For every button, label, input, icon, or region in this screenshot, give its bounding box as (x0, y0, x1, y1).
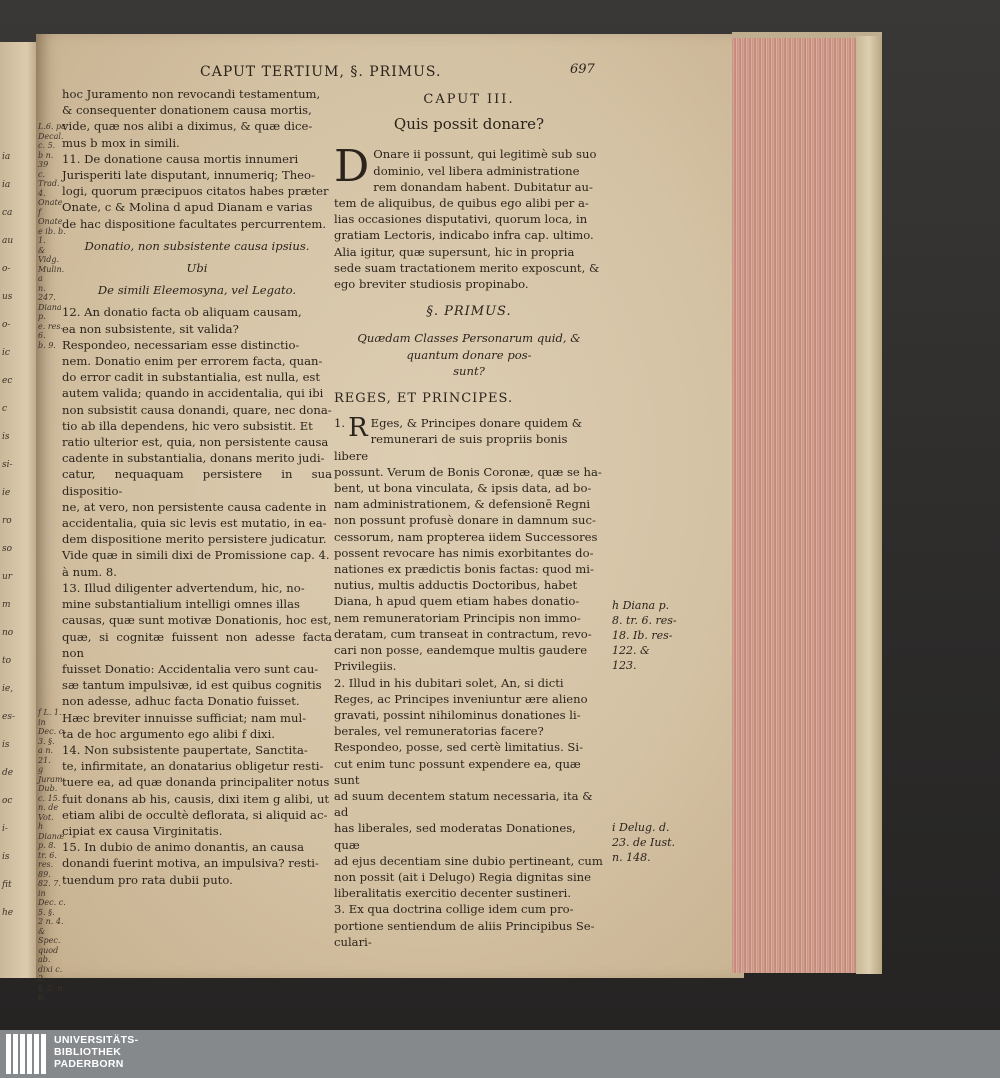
subtitle-line: quantum donare pos- (406, 347, 532, 362)
margin-note: 2 n. 4. & (38, 917, 64, 936)
text-line: cessorum, nam propterea iidem Successores (334, 529, 598, 544)
text-line: 12. An donatio facta ob aliquam causam, (62, 305, 302, 320)
margin-note-line: 23. de Iust. (612, 836, 676, 849)
chapter-heading: CAPUT III. (423, 92, 515, 107)
text-line: remunerari de suis propriis bonis libere (334, 432, 568, 463)
facing-page-fragment: m (2, 600, 11, 610)
facing-page-fragment: ia (2, 152, 11, 162)
facing-page-fragment: ec (2, 376, 13, 386)
text-line: 11. De donatione causa mortis innumeri (62, 151, 299, 166)
facing-page-edge (0, 42, 38, 978)
facing-page-fragment: o- (2, 320, 11, 330)
facing-page-fragment: c (2, 404, 8, 414)
text-line: Reges, ac Principes inveniuntur ære alieno (334, 691, 588, 706)
margin-note: ab. dixi c. 2. (38, 955, 63, 983)
text-line: culari- (334, 934, 372, 949)
text-line: Respondeo, posse, sed certè limitatius. Si- (334, 740, 584, 755)
text-line: Jurisperiti late disputant, innumeriq; Theo- (62, 168, 315, 183)
text-line: ne, at vero, non persistente causa cadente in (62, 499, 327, 514)
text-line: gratiam Lectoris, indicabo infra cap. ultimo. (334, 228, 594, 243)
text-line: fuit donans ab his, causis, dixi item g alibi, ut (62, 791, 330, 806)
margin-note: p. 8. tr. 6. (38, 841, 57, 860)
text-line: gravati, possint nihilominus donationes li- (334, 707, 581, 722)
text-line: nam administrationem, & defensionē Regni (334, 497, 591, 512)
text-line: à num. 8. (62, 564, 117, 579)
text-line: possunt. Verum de Bonis Coronæ, quæ se ha- (334, 464, 602, 479)
text-line: vide, quæ nos alibi a diximus, & quæ dice- (62, 119, 313, 134)
centered-heading: Donatio, non subsistente causa ipsius. (84, 238, 310, 253)
drop-cap-r: R (348, 413, 368, 444)
margin-note-line: i Delug. d. (612, 821, 670, 834)
text-line: liberalitatis exercitio decenter sustineri. (334, 886, 572, 901)
intro-paragraph (334, 141, 604, 292)
text-line: etiam alibi de occultè deflorata, si aliquid ac- (62, 807, 328, 822)
margin-note: §. 2. n. 6. (38, 983, 65, 1002)
margin-note-line: 8. tr. 6. res- (612, 614, 677, 627)
facing-page-fragment: fit (2, 880, 12, 890)
text-line: tem de aliquibus, de quibus ego alibi per a- (334, 196, 589, 211)
text-line: non possunt profusè donare in damnum suc- (334, 513, 596, 528)
facing-page-fragment: so (2, 544, 13, 554)
text-line: Respondeo, necessariam esse distinctio- (62, 337, 300, 352)
text-line: & consequenter donationem causa mortis, (62, 103, 312, 118)
facing-page-fragment: au (2, 236, 14, 246)
margin-note: b. 9. (38, 340, 56, 350)
text-line: causas, quæ sunt motivæ Donationis, hoc est, (62, 613, 332, 628)
gilded-edge (732, 38, 860, 973)
logo-line: UNIVERSITÄTS- (54, 1034, 139, 1046)
margin-note: & Vidg. (38, 245, 59, 264)
margin-note: b n. 39 (38, 150, 54, 169)
page-number: 697 (570, 62, 595, 77)
margin-note: Spec. quod (38, 936, 61, 955)
text-line: bent, ut bona vinculata, & ipsis data, ad bo- (334, 481, 592, 496)
text-line: mine substantialium intelligi omnes illas (62, 597, 300, 612)
margin-note: L.6. pa (38, 122, 66, 131)
facing-page-fragment: is (2, 432, 10, 442)
text-line: ad suum decentem statum necessaria, ita & ad (334, 788, 593, 820)
paragraph-1-number: 1. (334, 416, 346, 431)
text-line: de hac dispositione facultates percurrentem. (62, 216, 327, 231)
section-heading: §. PRIMUS. (426, 304, 512, 320)
margin-note-line: 122. & (612, 644, 650, 657)
text-line: non subsistit causa donandi, quare, nec dona- (62, 402, 332, 417)
text-line: 3. Ex qua doctrina collige idem cum pro- (334, 902, 574, 917)
library-logo-text (54, 1034, 138, 1070)
text-line: dem dispositione merito persistere judicatur. (62, 532, 327, 547)
margin-note: c. Trad. 4. (38, 169, 60, 198)
text-line: autem valida; quando in accidentalia, qui ibi (62, 386, 324, 401)
text-line: cadente in substantialia, donans merito judi- (62, 451, 325, 466)
facing-page-fragment: ia (2, 180, 11, 190)
margin-note: f Onate (38, 207, 63, 226)
library-footer (0, 1030, 1000, 1078)
margin-note: Onate (38, 198, 63, 207)
running-title: CAPUT TERTIUM, §. PRIMUS. (200, 64, 442, 80)
subtitle-line: sunt? (453, 363, 485, 378)
text-line: hoc Juramento non revocandi testamentum, (62, 87, 321, 101)
text-line: te, infirmitate, an donatarius obligetur resti- (62, 759, 324, 774)
text-line: Alia igitur, quæ supersunt, hic in propria (334, 244, 575, 259)
margin-note: h Dianæ (38, 822, 65, 841)
right-column (334, 92, 604, 950)
text-line: mus b mox in simili. (62, 135, 180, 150)
margin-note-line: 18. Ib. res- (612, 629, 673, 642)
facing-page-fragment: ro (2, 516, 12, 526)
facing-page-fragment: i- (2, 824, 8, 834)
margin-note-line: h Diana p. (612, 599, 670, 612)
margin-note: n. de Vot. (38, 803, 59, 822)
page-block-edge (732, 32, 882, 974)
text-line: ta de hoc argumento ego alibi f dixi. (62, 726, 275, 741)
facing-page-fragment: ur (2, 572, 13, 582)
text-line: logi, quorum præcipuos citatos habes præter (62, 184, 329, 199)
library-logo-icon (6, 1032, 50, 1076)
facing-page-fragment: oc (2, 796, 13, 806)
text-line: portione sentiendum de aliis Principibus Se- (334, 918, 595, 933)
section-title: REGES, ET PRINCIPES. (334, 391, 514, 407)
margin-note: Decal. c. 5. (38, 131, 64, 150)
text-line: Hæc breviter innuisse sufficiat; nam mul- (62, 710, 307, 725)
text-line: 13. Illud diligenter advertendum, hic, no- (62, 580, 305, 595)
paragraph-2 (334, 675, 604, 950)
text-line: nationes ex prædictis bonis factas: quod mi- (334, 562, 594, 577)
facing-page-fragment: ca (2, 208, 13, 218)
facing-page-fragment: ie, (2, 684, 14, 694)
subtitle-line: Quædam Classes Personarum quid, & (357, 331, 581, 346)
margin-note: n. 247. (38, 283, 56, 302)
text-line: nem. Donatio enim per errorem facta, quan- (62, 354, 323, 369)
text-line: tio ab illa dependens, hic vero subsistit. Et (62, 418, 313, 433)
facing-page-fragment: no (2, 628, 14, 638)
centered-heading: Ubi (186, 261, 208, 276)
text-line: nem remuneratoriam Principis non immo- (334, 610, 581, 625)
margin-note: Dub. c. 15. (38, 784, 61, 803)
margin-note: e. res. 6. (38, 321, 64, 340)
text-line: ea non subsistente, sit valida? (62, 321, 239, 336)
margin-note: Dec. c. 5. §. (38, 898, 66, 917)
margin-note: g Juram. (38, 765, 66, 784)
drop-cap-d: D (334, 141, 370, 193)
margin-note: e ib. b. 1. (38, 226, 66, 245)
margin-note: 82. 7. in (38, 879, 61, 898)
text-line: tuendum pro rata dubii puto. (62, 872, 233, 887)
text-line: catur, nequaquam persistere in sua dispositio- (62, 467, 332, 498)
section-subtitle (334, 330, 604, 379)
facing-page-fragment: is (2, 740, 10, 750)
facing-page-fragment: is (2, 852, 10, 862)
text-line: possent revocare has nimis exorbitantes do- (334, 545, 594, 560)
facing-page-fragment: ic (2, 348, 10, 358)
text-line: cari non posse, eandemque multis gaudere (334, 643, 588, 658)
text-line: sæ tantum impulsivæ, id est quibus cognitis (62, 678, 322, 693)
facing-page-fragment: he (2, 908, 14, 918)
logo-line: PADERBORN (54, 1058, 124, 1070)
text-line: Vide quæ in simili dixi de Promissione cap. 4. (62, 548, 330, 563)
text-line: ego breviter studiosis propinabo. (334, 277, 529, 292)
margin-note-line: n. 148. (612, 851, 651, 864)
margin-note: a n. 21. (38, 746, 54, 765)
text-line: sede suam tractationem merito exposcunt, & (334, 260, 600, 275)
facing-page-fragment: us (2, 292, 13, 302)
logo-line: BIBLIOTHEK (54, 1046, 122, 1058)
text-line: Eges, & Principes donare quidem & (370, 416, 583, 431)
facing-page-fragment: es- (2, 712, 15, 722)
text-line: tuere ea, ad quæ donanda principaliter notus (62, 775, 330, 790)
chapter-title: Quis possit donare? (393, 115, 545, 134)
margin-note: res. 89. (38, 860, 54, 879)
text-line: cipiat ex causa Virginitatis. (62, 823, 223, 838)
text-line: non adesse, adhuc facta Donatio fuisset. (62, 694, 300, 709)
margin-note-h (612, 598, 692, 673)
text-line: Onate, c & Molina d apud Dianam e varias (62, 200, 313, 215)
text-line: Privilegiis. (334, 659, 397, 674)
paragraph-1 (334, 415, 604, 674)
margin-note: Dec. c. 3. §. (38, 727, 66, 746)
text-line: 2. Illud in his dubitari solet, An, si dicti (334, 675, 564, 690)
left-column (62, 86, 332, 888)
facing-page-fragment: ie (2, 488, 11, 498)
text-line: do error cadit in substantialia, est nulla, est (62, 370, 321, 385)
text-line: nutius, multis adductis Doctoribus, habet (334, 578, 578, 593)
margin-note-line: 123. (612, 659, 637, 672)
margin-note: Diana p. (38, 302, 62, 321)
text-line: cut enim tunc possunt expendere ea, quæ sunt (334, 756, 581, 787)
text-line: accidentalia, quia sic levis est mutatio, in ea- (62, 516, 327, 531)
text-line: lias occasiones disputativi, quorum loca, in (334, 212, 588, 227)
margin-note: f L. 1. in (38, 708, 62, 727)
text-line: Onare ii possunt, qui legitimè sub suo (373, 147, 597, 162)
text-line: 15. In dubio de animo donantis, an causa (62, 840, 304, 855)
text-line: non possit (ait i Delugo) Regia dignitas sine (334, 869, 592, 884)
text-line: 14. Non subsistente paupertate, Sanctita- (62, 742, 308, 757)
text-line: has liberales, sed moderatas Donationes, quæ (334, 821, 576, 852)
facing-page-fragment: de (2, 768, 14, 778)
centered-heading: De simili Eleemosyna, vel Legato. (97, 283, 297, 298)
facing-page-fragment: o- (2, 264, 11, 274)
margin-note: Mulin. a (38, 264, 65, 283)
text-line: ad ejus decentiam sine dubio pertineant, cum (334, 853, 603, 868)
text-line: ratio ulterior est, quia, non persistente causa (62, 435, 329, 450)
text-line: deratam, cum transeat in contractum, revo- (334, 626, 592, 641)
text-line: rem donandam habent. Dubitatur au- (373, 179, 593, 194)
text-line: dominio, vel libera administratione (373, 163, 580, 178)
text-line: donandi fuerint motiva, an impulsiva? resti- (62, 856, 319, 871)
text-line: Diana, h apud quem etiam habes donatio- (334, 594, 580, 609)
text-line: quæ, si cognitæ fuissent non adesse facta non (62, 629, 332, 660)
facing-page-fragment: to (2, 656, 12, 666)
text-line: berales, vel remuneratorias facere? (334, 724, 544, 739)
cover-edge (856, 36, 882, 974)
text-line: fuisset Donatio: Accidentalia vero sunt cau- (62, 661, 319, 676)
margin-note-i (612, 820, 692, 865)
facing-page-fragment: si- (2, 460, 13, 470)
